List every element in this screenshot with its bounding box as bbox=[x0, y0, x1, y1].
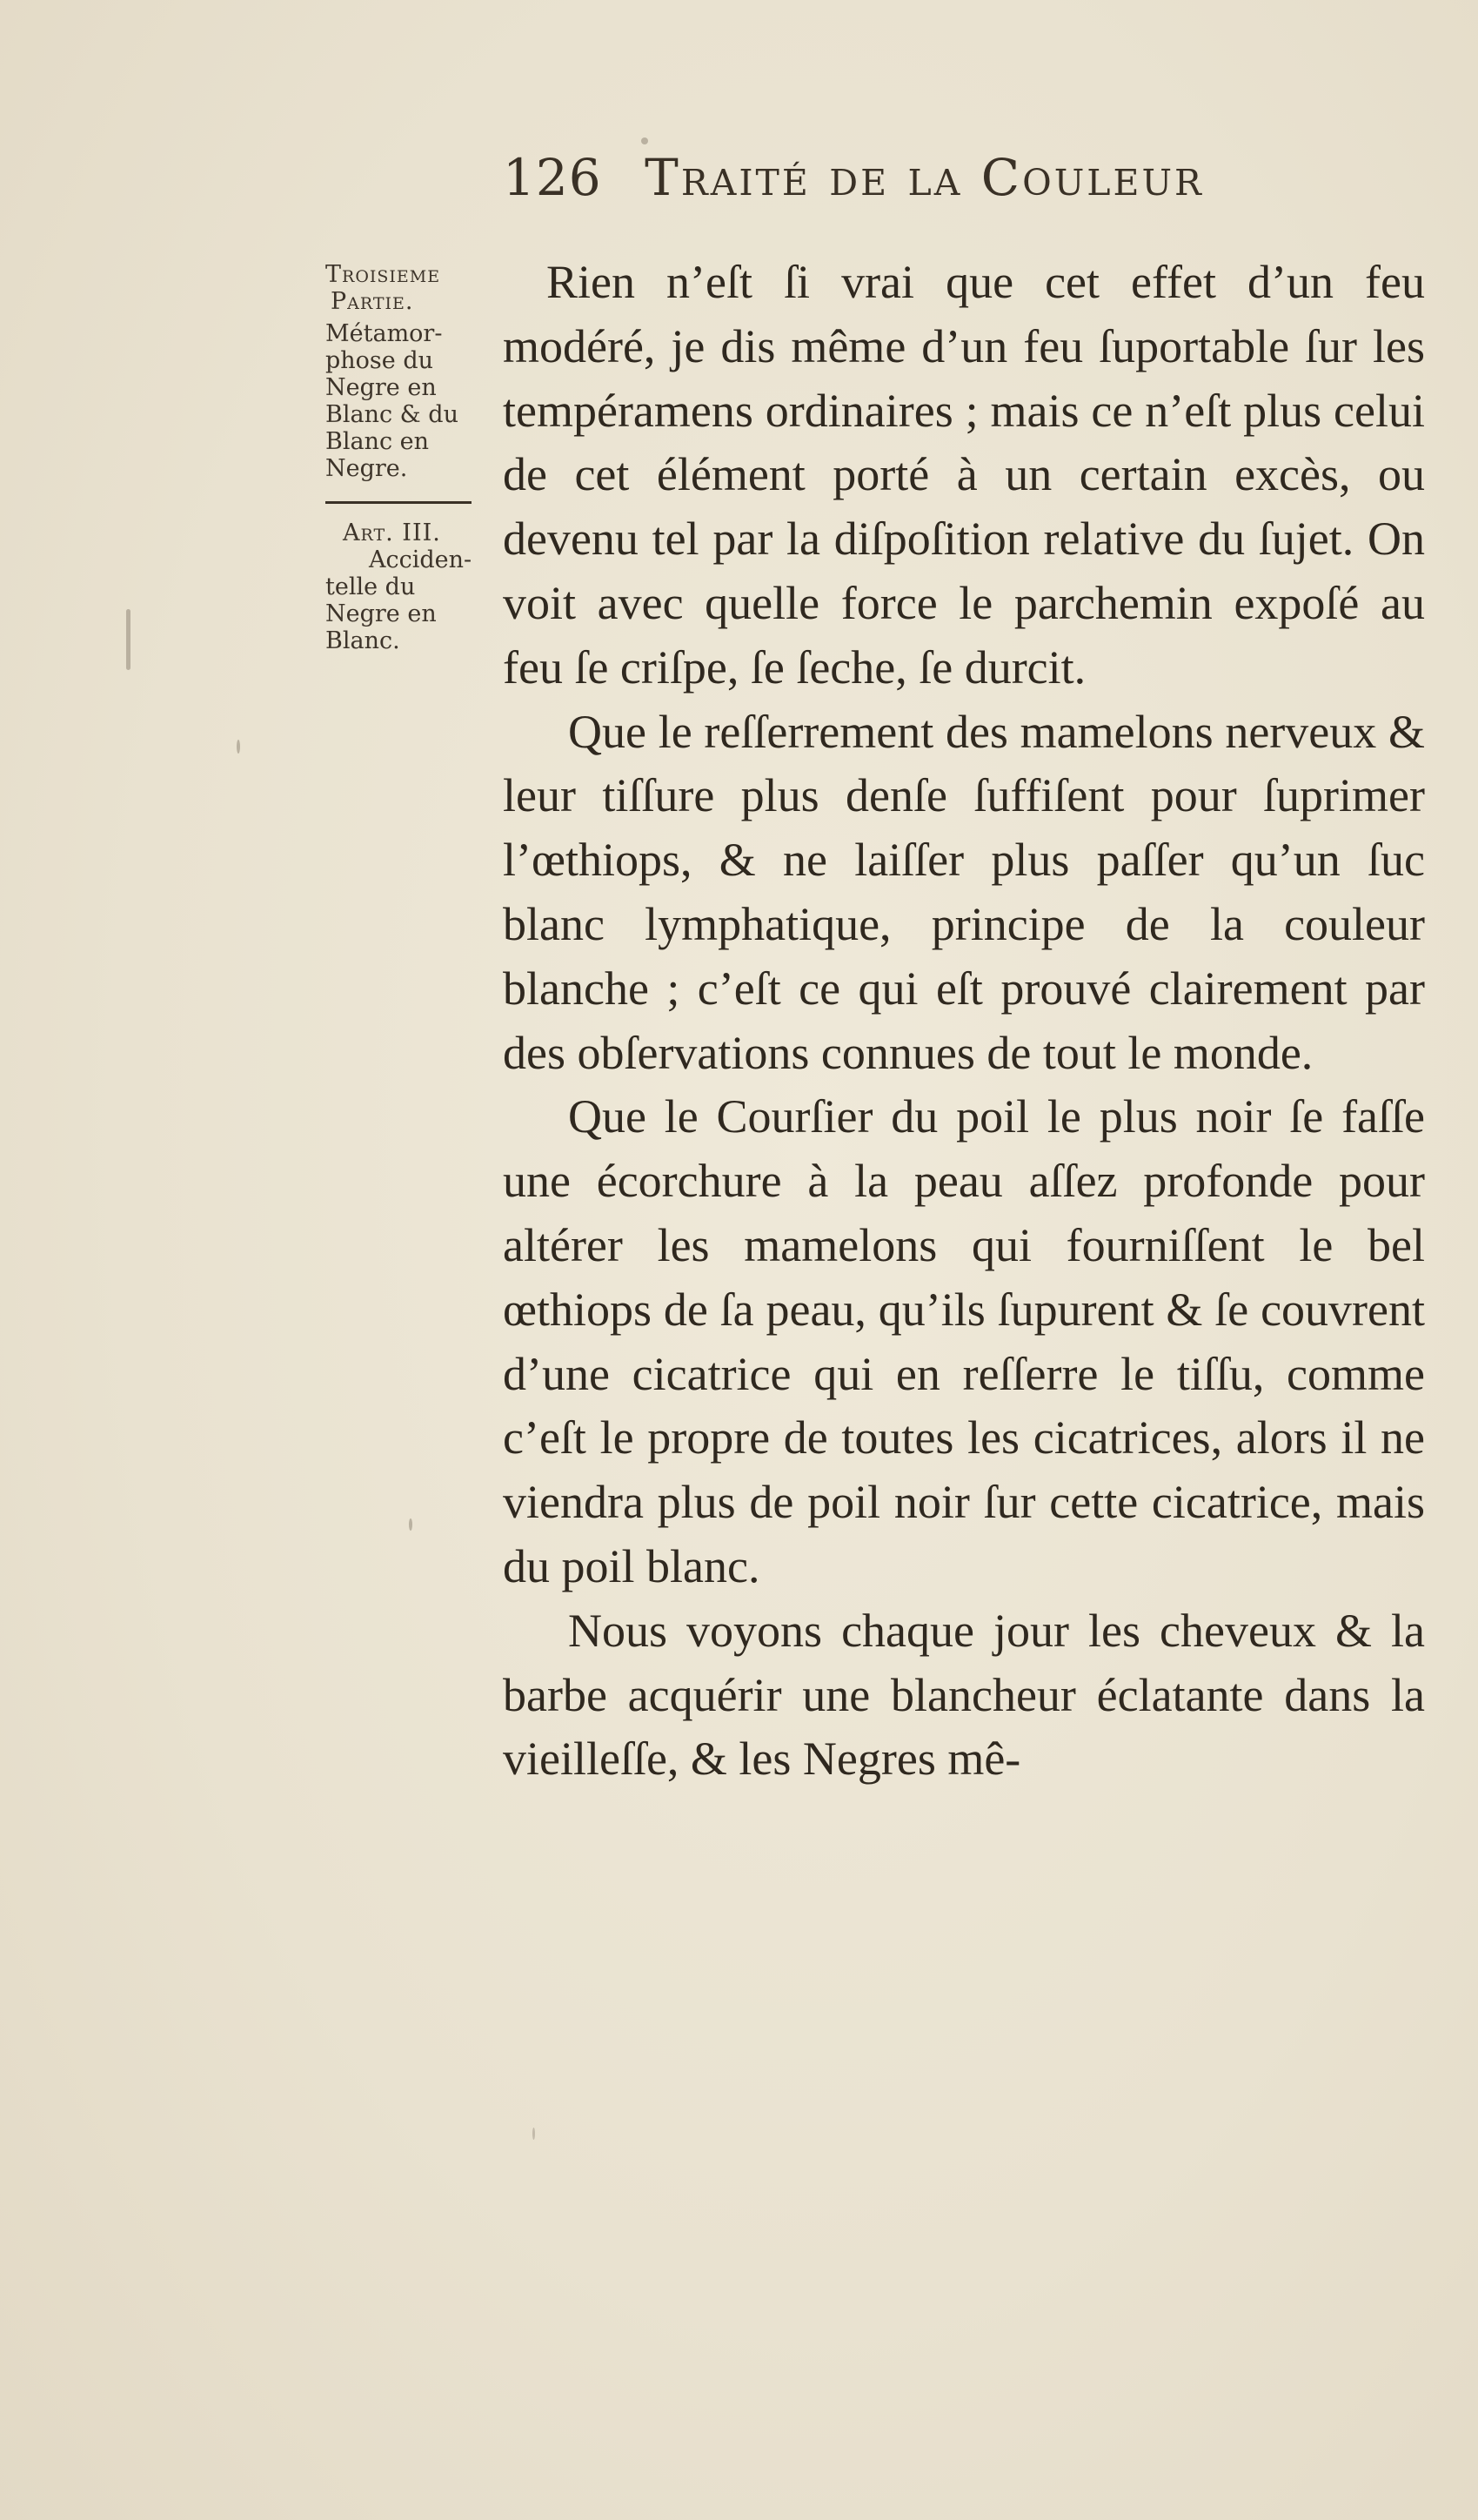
paper-speck bbox=[532, 2128, 535, 2140]
margin-note-article bbox=[325, 519, 482, 654]
margin-note-line: phose du bbox=[325, 347, 434, 374]
margin-note-part bbox=[325, 261, 482, 315]
paragraph: Nous voyons chaque jour les cheveux & la barbe acquérir une blancheur éclatante dans la vieilleſſe, & les Negres mê- bbox=[503, 1604, 1425, 1786]
body-text bbox=[503, 251, 1425, 1792]
paragraph: Que le Courſier du poil le plus noir ſe faſſe une écorchure à la peau aſſez profonde pour altérer les mamelons qui fourniſſent le bel œthiops de ſa peau, qu’ils ſupurent & ſe couvrent d’une cicatrice qui en reſſerre le tiſſu, comme c’eſt le propre de toutes les cicatrices, alors il ne viendra plus de poil noir ſur cette cicatrice, mais du poil blanc. bbox=[503, 1090, 1425, 1592]
running-head bbox=[503, 148, 1373, 226]
margin-note-line: Negre. bbox=[325, 455, 408, 482]
margin-note-line: Métamor- bbox=[325, 320, 443, 347]
running-title: Traité de la Couleur bbox=[645, 148, 1204, 207]
margin-note-subject bbox=[325, 320, 482, 482]
paragraph: Rien n’eſt ſi vrai que cet effet d’un feu modéré, je dis même d’un feu ſuportable ſur les tempéramens ordinaires ; mais ce n’eſt plus celui de cet élément porté à un certain excès, ou devenu tel par la diſpoſition relative du ſujet. On voit avec quelle force le parchemin expoſé au feu ſe criſpe, ſe ſeche, ſe durcit. bbox=[503, 256, 1425, 694]
margin-note-line: Partie. bbox=[331, 288, 414, 315]
paragraph: Que le reſſerrement des mamelons nerveux & leur tiſſure plus denſe ſuffiſent pour ſuprimer l’œthiops, & ne laiſſer plus paſſer qu’un ſuc blanc lymphatique, principe de la couleur blanche ; c’eſt ce qui eſt prouvé clairement par des obſervations connues de tout le monde. bbox=[503, 705, 1425, 1079]
margin-note-line: Acciden- bbox=[369, 546, 472, 573]
margin-note-line: Troisieme bbox=[325, 261, 441, 288]
margin-note-line: Negre en bbox=[325, 600, 437, 627]
margin-notes bbox=[325, 261, 482, 660]
margin-note-line: Blanc en bbox=[325, 428, 430, 455]
margin-note-article-label: Art. III. bbox=[343, 519, 441, 546]
margin-rule bbox=[325, 501, 471, 504]
margin-note-line: Blanc. bbox=[325, 627, 400, 654]
margin-note-line: Blanc & du bbox=[325, 401, 458, 428]
paper-speck bbox=[641, 137, 648, 144]
page-number: 126 bbox=[503, 148, 602, 207]
margin-note-line: Negre en bbox=[325, 374, 437, 401]
margin-note-line: telle du bbox=[325, 573, 416, 600]
paper-speck bbox=[237, 740, 240, 754]
paper-speck bbox=[126, 609, 130, 670]
paper-speck bbox=[409, 1518, 412, 1531]
